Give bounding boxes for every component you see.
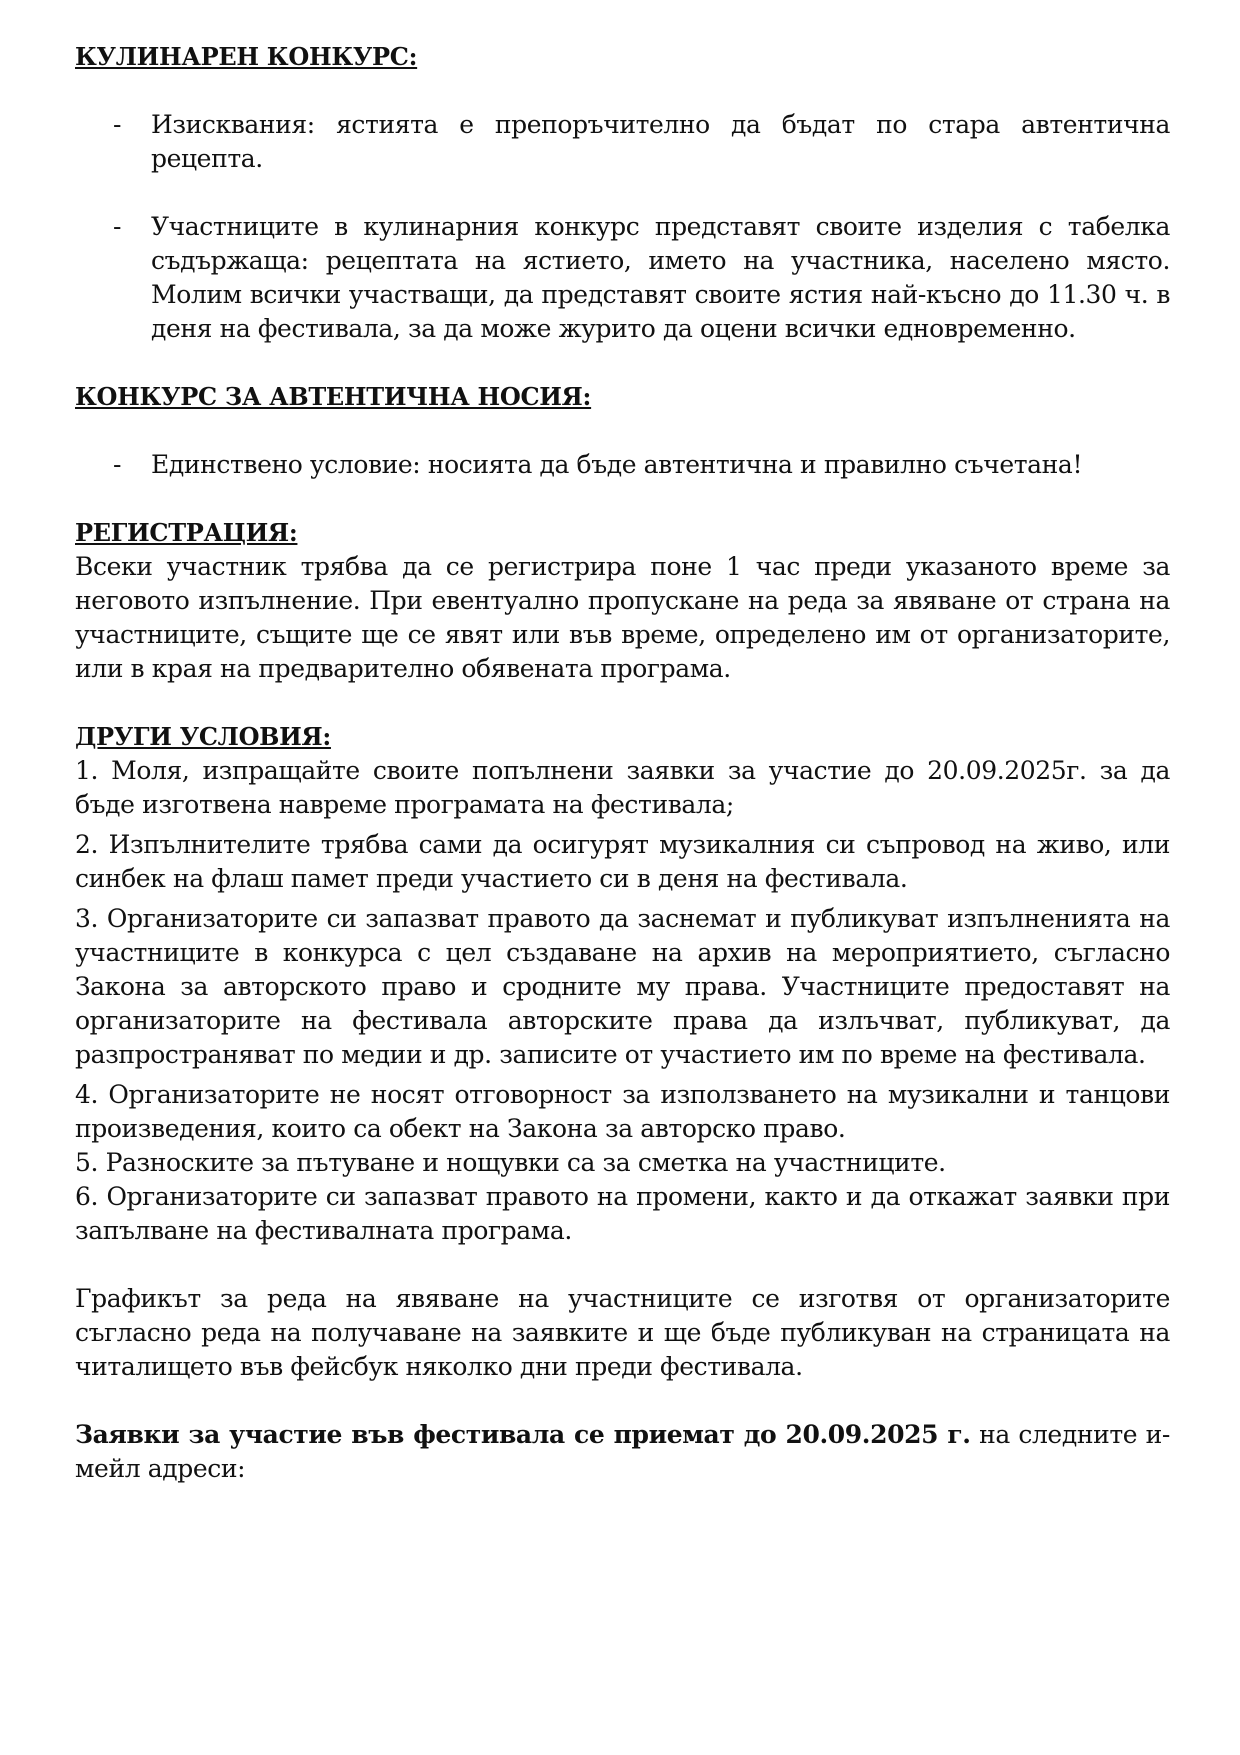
deadline-paragraph	[75, 1418, 1170, 1486]
culinary-bullet-2	[75, 210, 1170, 346]
bullet-dash: -	[113, 212, 122, 241]
costume-bullet-1	[75, 448, 1170, 482]
condition-item-6: 6. Организаторите си запазват правото на промени, както и да откажат заявки при запълване на фестивалната програма.	[75, 1182, 1170, 1245]
culinary-contest-heading: КУЛИНАРЕН КОНКУРС:	[75, 42, 418, 71]
deadline-rest-text: на следните и-мейл адреси:	[75, 1420, 1170, 1483]
condition-item-4: 4. Организаторите не носят отговорност за използването на музикални и танцови произведения, които са обект на Закона за авторско право.	[75, 1080, 1170, 1143]
registration-heading: РЕГИСТРАЦИЯ:	[75, 518, 298, 547]
condition-item-1: 1. Моля, изпращайте своите попълнени заявки за участие до 20.09.2025г. за да бъде изготвена навреме програмата на фестивала;	[75, 756, 1170, 819]
culinary-participants-text: Участниците в кулинарния конкурс представят своите изделия с табелка съдържаща: рецептата на ястието, името на участника, населено място. Молим всички участващи, да представят своите ястия най-късно до 11.30 ч. в деня на фестивала, за да може журито да оцени всички едновременно.	[151, 212, 1170, 343]
deadline-bold-text: Заявки за участие във фестивала се приемат до 20.09.2025 г.	[75, 1420, 971, 1449]
document-page	[75, 40, 1170, 1486]
condition-item-3: 3. Организаторите си запазват правото да заснемат и публикуват изпълненията на участниците в конкурса с цел създаване на архив на мероприятието, съгласно Закона за авторското право и сродните му права. Участниците предоставят на организаторите на фестивала авторските права да излъчват, публикуват, да разпространяват по медии и др. записите от участието им по време на фестивала.	[75, 904, 1170, 1069]
culinary-bullet-1	[75, 108, 1170, 176]
culinary-requirement-text: Изисквания: ястията е препоръчително да бъдат по стара автентична рецепта.	[151, 110, 1170, 173]
bullet-dash: -	[113, 450, 122, 479]
condition-item-5: 5. Разноските за пътуване и нощувки са за сметка на участниците.	[75, 1148, 946, 1177]
costume-contest-heading: КОНКУРС ЗА АВТЕНТИЧНА НОСИЯ:	[75, 382, 592, 411]
registration-text: Всеки участник трябва да се регистрира поне 1 час преди указаното време за неговото изпълнение. При евентуално пропускане на реда за явяване от страна на участниците, същите ще се явят или във време, определено им от организаторите, или в края на предварително обявената програма.	[75, 552, 1170, 683]
schedule-text: Графикът за реда на явяване на участниците се изготвя от организаторите съгласно реда на получаване на заявките и ще бъде публикуван на страницата на читалището във фейсбук няколко дни преди фестивала.	[75, 1284, 1170, 1381]
bullet-dash: -	[113, 110, 122, 139]
other-conditions-heading: ДРУГИ УСЛОВИЯ:	[75, 722, 331, 751]
condition-item-2: 2. Изпълнителите трябва сами да осигурят музикалния си съпровод на живо, или синбек на флаш памет преди участието си в деня на фестивала.	[75, 830, 1170, 893]
costume-condition-text: Единствено условие: носията да бъде автентична и правилно съчетана!	[151, 450, 1083, 479]
